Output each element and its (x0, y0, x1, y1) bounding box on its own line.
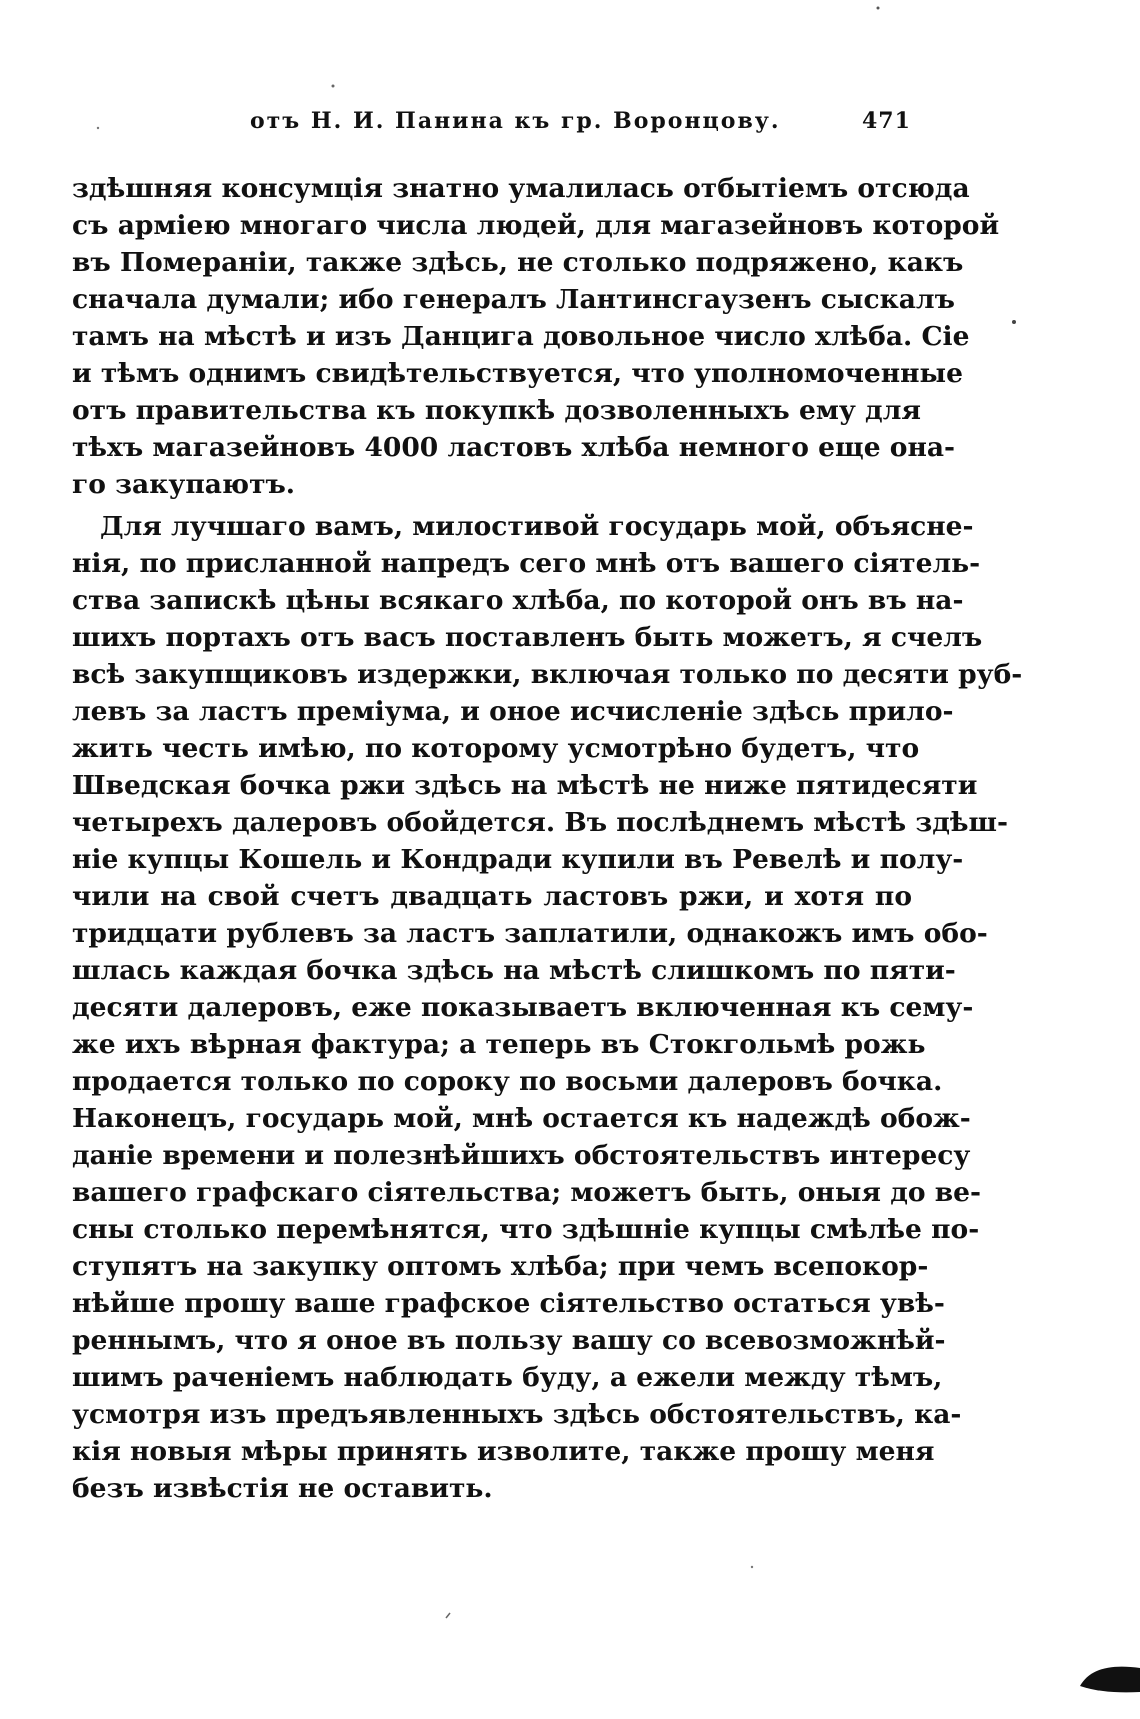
scan-speck (332, 85, 335, 88)
text-line: тамъ на мѣстѣ и изъ Данцига довольное число хлѣба. Сіе (72, 321, 970, 352)
text-line: ступятъ на закупку оптомъ хлѣба; при чемъ всепокор- (72, 1251, 929, 1282)
text-line: безъ извѣстія не оставить. (72, 1473, 493, 1504)
text-line: жить честь имѣю, по которому усмотрѣно будетъ, что (72, 733, 920, 764)
text-line: отъ правительства къ покупкѣ дозволенныхъ ему для (72, 395, 921, 426)
text-line: Наконецъ, государь мой, мнѣ остается къ надеждѣ обож- (72, 1103, 971, 1134)
text-line: нѣйше прошу ваше графское сіятельство остаться увѣ- (72, 1288, 945, 1319)
text-line: Для лучшаго вамъ, милостивой государь мой, объясне- (100, 511, 974, 542)
page-number: 471 (862, 108, 911, 134)
text-line: шихъ портахъ отъ васъ поставленъ быть можетъ, я счелъ (72, 622, 983, 653)
text-line: сначала думали; ибо генералъ Лантинсгаузенъ сыскалъ (72, 284, 955, 315)
text-line: продается только по сороку по восьми далеровъ бочка. (72, 1066, 943, 1097)
text-line: съ арміею многаго числа людей, для магазейновъ которой (72, 210, 1000, 241)
text-line: ніе купцы Кошель и Кондради купили въ Ревелѣ и полу- (72, 844, 964, 875)
running-title: отъ Н. И. Панина къ гр. Воронцову. (250, 108, 781, 134)
text-line: реннымъ, что я оное въ пользу вашу со всевозможнѣй- (72, 1325, 946, 1356)
text-line: даніе времени и полезнѣйшихъ обстоятельствъ интересу (72, 1140, 971, 1171)
text-line: го закупаютъ. (72, 469, 296, 500)
text-line: усмотря изъ предъявленныхъ здѣсь обстоятельствъ, ка- (72, 1399, 962, 1430)
scan-speck (1012, 320, 1016, 324)
text-line: левъ за ластъ преміума, и оное исчисленіе здѣсь прило- (72, 696, 954, 727)
text-line: тѣхъ магазейновъ 4000 ластовъ хлѣба немного еще она- (72, 432, 956, 463)
text-line: тридцати рублевъ за ластъ заплатили, однакожъ имъ обо- (72, 918, 988, 949)
text-line: и тѣмъ однимъ свидѣтельствуется, что уполномоченные (72, 358, 963, 389)
text-line: четырехъ далеровъ обойдется. Въ послѣднемъ мѣстѣ здѣш- (72, 807, 1009, 838)
text-line: Шведская бочка ржи здѣсь на мѣстѣ не ниже пятидесяти (72, 770, 978, 801)
body-text (72, 170, 1023, 1507)
text-line: кія новыя мѣры принять изволите, также прошу меня (72, 1436, 935, 1467)
text-line: чили на свой счетъ двадцать ластовъ ржи, и хотя по (72, 881, 912, 912)
text-line: вашего графскаго сіятельства; можетъ быть, оныя до ве- (72, 1177, 982, 1208)
text-line: же ихъ вѣрная фактура; а теперь въ Стокгольмѣ рожь (72, 1029, 926, 1060)
paragraph (72, 170, 1000, 503)
text-line: шимъ раченіемъ наблюдать буду, а ежели между тѣмъ, (72, 1362, 943, 1393)
scan-speck (751, 1566, 753, 1568)
text-line: шлась каждая бочка здѣсь на мѣстѣ слишкомъ по пяти- (72, 955, 956, 986)
running-head (0, 108, 1140, 148)
text-line: всѣ закупщиковъ издержки, включая только по десяти руб- (72, 659, 1023, 690)
text-line: сны столько перемѣнятся, что здѣшніе купцы смѣлѣе по- (72, 1214, 980, 1245)
scan-speck (877, 7, 880, 10)
text-line: въ Помераніи, также здѣсь, не столько подряжено, какъ (72, 247, 964, 278)
paragraph (72, 508, 1023, 1507)
text-line: десяти далеровъ, еже показываетъ включенная къ сему- (72, 992, 974, 1023)
text-line: здѣшняя консумція знатно умалилась отбытіемъ отсюда (72, 173, 970, 204)
text-line: нія, по присланной напредъ сего мнѣ отъ вашего сіятель- (72, 548, 981, 579)
page-edge-smudge (1080, 1667, 1140, 1693)
scan-speck (446, 1613, 450, 1618)
text-line: ства запискѣ цѣны всякаго хлѣба, по которой онъ въ на- (72, 585, 964, 616)
